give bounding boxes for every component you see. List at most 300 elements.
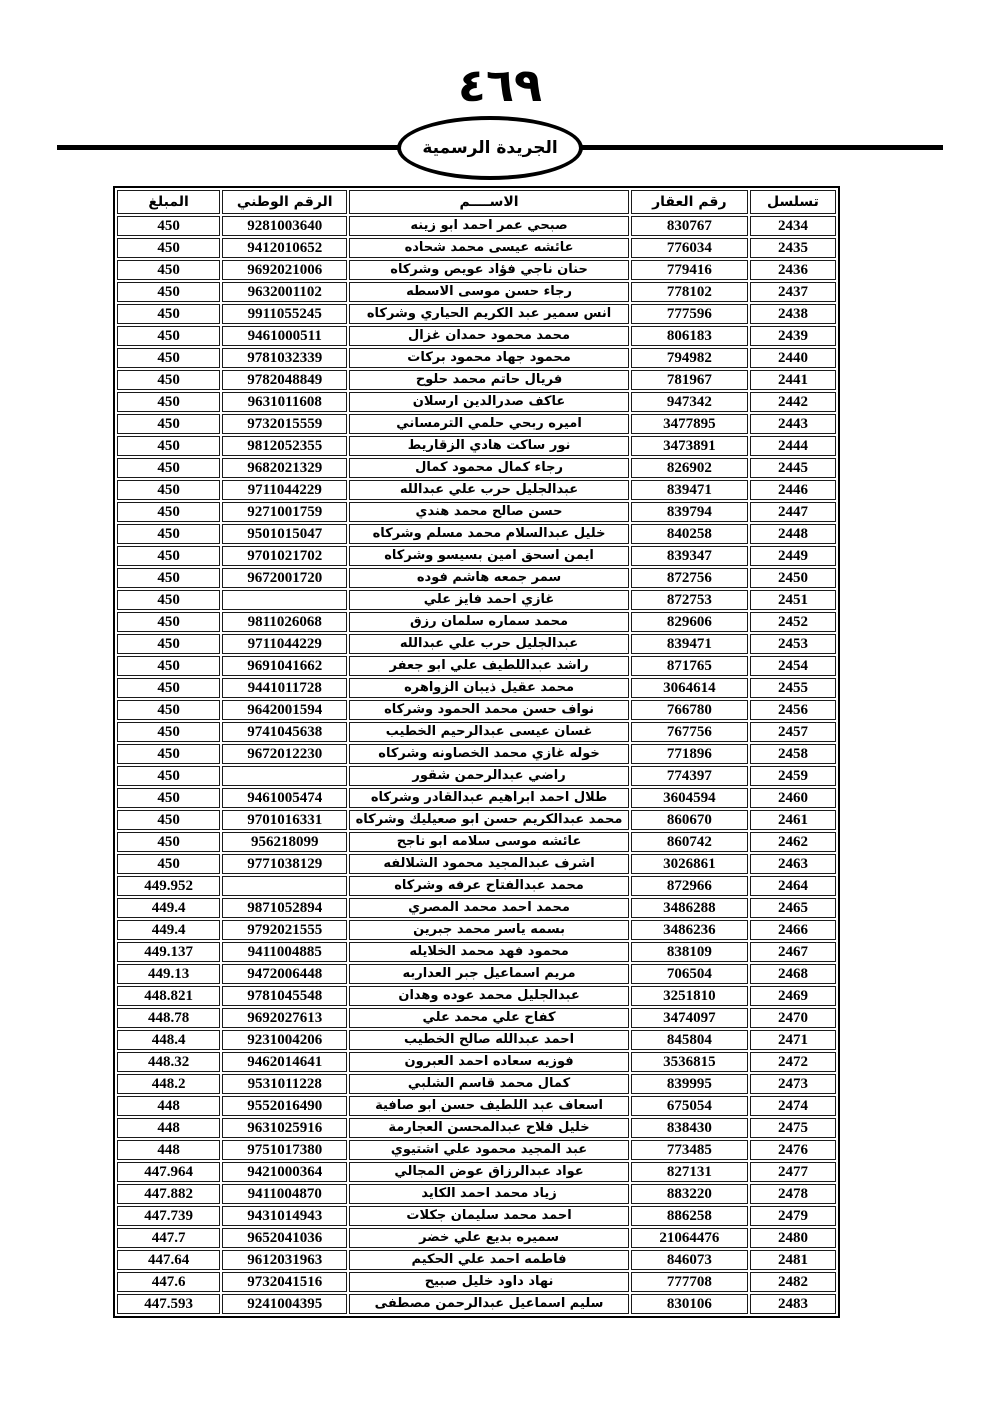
cell-property-number: 777708 — [631, 1272, 748, 1292]
cell-amount: 448.4 — [117, 1030, 220, 1050]
cell-national-number: 9771038129 — [222, 854, 347, 874]
cell-national-number: 9501015047 — [222, 524, 347, 544]
cell-serial: 2459 — [750, 766, 836, 786]
table-row — [117, 392, 836, 412]
cell-property-number: 794982 — [631, 348, 748, 368]
cell-serial: 2450 — [750, 568, 836, 588]
cell-name: كمال محمد قاسم الشلبي — [349, 1074, 628, 1094]
cell-national-number: 9701016331 — [222, 810, 347, 830]
cell-amount: 448.2 — [117, 1074, 220, 1094]
cell-national-number: 9472006448 — [222, 964, 347, 984]
cell-property-number: 21064476 — [631, 1228, 748, 1248]
header-national-number: الرقم الوطني — [222, 190, 347, 214]
cell-serial: 2470 — [750, 1008, 836, 1028]
cell-national-number: 9691041662 — [222, 656, 347, 676]
cell-property-number: 3473891 — [631, 436, 748, 456]
cell-national-number: 9811026068 — [222, 612, 347, 632]
table-row — [117, 942, 836, 962]
table-header-row — [117, 190, 836, 214]
cell-serial: 2464 — [750, 876, 836, 896]
cell-serial: 2439 — [750, 326, 836, 346]
table-row — [117, 1294, 836, 1314]
table-row — [117, 216, 836, 236]
cell-serial: 2472 — [750, 1052, 836, 1072]
cell-national-number: 9461005474 — [222, 788, 347, 808]
cell-national-number: 9781045548 — [222, 986, 347, 1006]
cell-serial: 2458 — [750, 744, 836, 764]
cell-property-number: 766780 — [631, 700, 748, 720]
cell-property-number: 839471 — [631, 480, 748, 500]
cell-national-number: 9701021702 — [222, 546, 347, 566]
cell-serial: 2444 — [750, 436, 836, 456]
cell-serial: 2481 — [750, 1250, 836, 1270]
cell-property-number: 871765 — [631, 656, 748, 676]
cell-national-number: 9421000364 — [222, 1162, 347, 1182]
cell-serial: 2434 — [750, 216, 836, 236]
cell-name: غسان عيسى عبدالرحيم الخطيب — [349, 722, 628, 742]
cell-serial: 2455 — [750, 678, 836, 698]
cell-name: طلال احمد ابراهيم عبدالقادر وشركاه — [349, 788, 628, 808]
cell-amount: 447.64 — [117, 1250, 220, 1270]
cell-name: راشد عبداللطيف علي ابو جعفر — [349, 656, 628, 676]
cell-name: فريال حاتم محمد حلوح — [349, 370, 628, 390]
cell-serial: 2469 — [750, 986, 836, 1006]
cell-name: اسعاف عبد اللطيف حسن ابو صافية — [349, 1096, 628, 1116]
cell-serial: 2440 — [750, 348, 836, 368]
cell-property-number: 773485 — [631, 1140, 748, 1160]
cell-property-number: 706504 — [631, 964, 748, 984]
cell-property-number: 776034 — [631, 238, 748, 258]
table-row — [117, 810, 836, 830]
table-row — [117, 414, 836, 434]
cell-amount: 449.4 — [117, 898, 220, 918]
cell-name: عائشه عيسى محمد شحاده — [349, 238, 628, 258]
cell-amount: 450 — [117, 216, 220, 236]
table-row — [117, 1250, 836, 1270]
cell-property-number: 3251810 — [631, 986, 748, 1006]
cell-property-number: 830106 — [631, 1294, 748, 1314]
cell-name: اشرف عبدالمجيد محمود الشلالفه — [349, 854, 628, 874]
table-row — [117, 568, 836, 588]
cell-amount: 448.32 — [117, 1052, 220, 1072]
cell-property-number: 872756 — [631, 568, 748, 588]
table-row — [117, 1162, 836, 1182]
cell-amount: 450 — [117, 722, 220, 742]
cell-national-number: 9241004395 — [222, 1294, 347, 1314]
table-row — [117, 524, 836, 544]
table-row — [117, 590, 836, 610]
cell-property-number: 839794 — [631, 502, 748, 522]
cell-property-number: 872966 — [631, 876, 748, 896]
table-row — [117, 678, 836, 698]
cell-amount: 447.6 — [117, 1272, 220, 1292]
page-number: ٤٦٩ — [457, 58, 543, 112]
cell-amount: 450 — [117, 304, 220, 324]
cell-serial: 2473 — [750, 1074, 836, 1094]
table-body — [117, 216, 836, 1314]
cell-property-number: 830767 — [631, 216, 748, 236]
cell-name: صبحي عمر احمد ابو زينه — [349, 216, 628, 236]
cell-amount: 450 — [117, 700, 220, 720]
cell-national-number: 9741045638 — [222, 722, 347, 742]
cell-name: نهاد داود خليل صبيح — [349, 1272, 628, 1292]
cell-property-number: 3486236 — [631, 920, 748, 940]
cell-name: انس سمير عبد الكريم الحياري وشركاه — [349, 304, 628, 324]
cell-serial: 2478 — [750, 1184, 836, 1204]
cell-amount: 447.7 — [117, 1228, 220, 1248]
header-name: الاســــم — [349, 190, 628, 214]
cell-name: محمد محمود حمدان غزال — [349, 326, 628, 346]
cell-amount: 450 — [117, 788, 220, 808]
cell-national-number: 9782048849 — [222, 370, 347, 390]
cell-amount: 450 — [117, 524, 220, 544]
cell-serial: 2474 — [750, 1096, 836, 1116]
cell-amount: 450 — [117, 436, 220, 456]
cell-amount: 450 — [117, 744, 220, 764]
cell-property-number: 839471 — [631, 634, 748, 654]
cell-national-number: 9281003640 — [222, 216, 347, 236]
cell-name: رجاء حسن موسى الاسطه — [349, 282, 628, 302]
cell-property-number: 675054 — [631, 1096, 748, 1116]
cell-name: محمود جهاد محمود بركات — [349, 348, 628, 368]
cell-amount: 450 — [117, 854, 220, 874]
cell-national-number: 9431014943 — [222, 1206, 347, 1226]
cell-name: اميره ربحي حلمي الترمساني — [349, 414, 628, 434]
table-row — [117, 436, 836, 456]
cell-property-number: 883220 — [631, 1184, 748, 1204]
table-row — [117, 1184, 836, 1204]
cell-amount: 449.137 — [117, 942, 220, 962]
table-row — [117, 502, 836, 522]
cell-national-number: 9871052894 — [222, 898, 347, 918]
cell-national-number: 9692027613 — [222, 1008, 347, 1028]
table-row — [117, 744, 836, 764]
cell-amount: 450 — [117, 370, 220, 390]
cell-serial: 2475 — [750, 1118, 836, 1138]
cell-name: مريم اسماعيل جبر العداربه — [349, 964, 628, 984]
cell-serial: 2457 — [750, 722, 836, 742]
cell-serial: 2456 — [750, 700, 836, 720]
cell-serial: 2438 — [750, 304, 836, 324]
table-row — [117, 326, 836, 346]
cell-national-number: 9461000511 — [222, 326, 347, 346]
cell-name: نواف حسن محمد الحمود وشركاه — [349, 700, 628, 720]
cell-property-number: 3604594 — [631, 788, 748, 808]
table-row — [117, 876, 836, 896]
cell-serial: 2465 — [750, 898, 836, 918]
cell-national-number: 9631011608 — [222, 392, 347, 412]
cell-national-number: 9812052355 — [222, 436, 347, 456]
cell-name: محمد سماره سلمان رزق — [349, 612, 628, 632]
cell-national-number: 9462014641 — [222, 1052, 347, 1072]
cell-amount: 448.78 — [117, 1008, 220, 1028]
cell-property-number: 771896 — [631, 744, 748, 764]
cell-national-number: 9682021329 — [222, 458, 347, 478]
table-row — [117, 458, 836, 478]
header-serial: تسلسل — [750, 190, 836, 214]
cell-amount: 449.4 — [117, 920, 220, 940]
cell-national-number: 9231004206 — [222, 1030, 347, 1050]
cell-serial: 2437 — [750, 282, 836, 302]
cell-national-number: 9792021555 — [222, 920, 347, 940]
cell-serial: 2446 — [750, 480, 836, 500]
cell-property-number: 860742 — [631, 832, 748, 852]
cell-name: فاطمه احمد علي الحكيم — [349, 1250, 628, 1270]
cell-serial: 2442 — [750, 392, 836, 412]
cell-amount: 450 — [117, 590, 220, 610]
cell-property-number: 839347 — [631, 546, 748, 566]
cell-national-number: 9531011228 — [222, 1074, 347, 1094]
table-row — [117, 986, 836, 1006]
cell-national-number: 9732041516 — [222, 1272, 347, 1292]
banner-title: الجريدة الرسمية — [422, 138, 558, 158]
cell-property-number: 846073 — [631, 1250, 748, 1270]
cell-name: خليل عبدالسلام محمد مسلم وشركاه — [349, 524, 628, 544]
cell-serial: 2483 — [750, 1294, 836, 1314]
cell-name: عبدالجليل حرب علي عبدالله — [349, 634, 628, 654]
table-row — [117, 546, 836, 566]
cell-national-number: 9411004870 — [222, 1184, 347, 1204]
table-row — [117, 1074, 836, 1094]
table-row — [117, 238, 836, 258]
cell-national-number: 9781032339 — [222, 348, 347, 368]
cell-serial: 2435 — [750, 238, 836, 258]
cell-national-number — [222, 590, 347, 610]
cell-name: سميره بديع علي خضر — [349, 1228, 628, 1248]
cell-amount: 450 — [117, 634, 220, 654]
cell-serial: 2460 — [750, 788, 836, 808]
cell-name: احمد محمد سليمان جكلات — [349, 1206, 628, 1226]
cell-serial: 2447 — [750, 502, 836, 522]
cell-national-number: 9751017380 — [222, 1140, 347, 1160]
cell-amount: 450 — [117, 260, 220, 280]
table-row — [117, 282, 836, 302]
cell-property-number: 778102 — [631, 282, 748, 302]
cell-national-number — [222, 876, 347, 896]
cell-national-number: 9672012230 — [222, 744, 347, 764]
cell-amount: 450 — [117, 282, 220, 302]
header-amount: المبلغ — [117, 190, 220, 214]
table-row — [117, 1008, 836, 1028]
cell-amount: 450 — [117, 612, 220, 632]
cell-national-number: 9632001102 — [222, 282, 347, 302]
cell-property-number: 3026861 — [631, 854, 748, 874]
cell-national-number — [222, 766, 347, 786]
cell-national-number: 956218099 — [222, 832, 347, 852]
cell-name: زياد محمد احمد الكايد — [349, 1184, 628, 1204]
banner-ellipse — [397, 116, 583, 180]
cell-national-number: 9692021006 — [222, 260, 347, 280]
cell-name: سمر جمعه هاشم فوده — [349, 568, 628, 588]
cell-serial: 2480 — [750, 1228, 836, 1248]
cell-amount: 450 — [117, 568, 220, 588]
cell-property-number: 3474097 — [631, 1008, 748, 1028]
cell-name: عاكف صدرالدين ارسلان — [349, 392, 628, 412]
cell-name: نور ساكت هادي الزقاريط — [349, 436, 628, 456]
cell-name: محمد عقيل ذيبان الزواهره — [349, 678, 628, 698]
cell-property-number: 3486288 — [631, 898, 748, 918]
records-table — [113, 186, 840, 1318]
cell-national-number: 9271001759 — [222, 502, 347, 522]
table-row — [117, 1118, 836, 1138]
table-row — [117, 304, 836, 324]
table-row — [117, 348, 836, 368]
table-row — [117, 634, 836, 654]
cell-serial: 2443 — [750, 414, 836, 434]
cell-serial: 2479 — [750, 1206, 836, 1226]
cell-serial: 2454 — [750, 656, 836, 676]
cell-amount: 450 — [117, 458, 220, 478]
cell-national-number: 9441011728 — [222, 678, 347, 698]
cell-property-number: 827131 — [631, 1162, 748, 1182]
cell-national-number: 9711044229 — [222, 480, 347, 500]
table-row — [117, 766, 836, 786]
cell-serial: 2466 — [750, 920, 836, 940]
cell-serial: 2451 — [750, 590, 836, 610]
cell-name: سليم اسماعيل عبدالرحمن مصطفى — [349, 1294, 628, 1314]
cell-property-number: 3064614 — [631, 678, 748, 698]
cell-amount: 449.13 — [117, 964, 220, 984]
cell-national-number: 9412010652 — [222, 238, 347, 258]
cell-serial: 2468 — [750, 964, 836, 984]
cell-name: محمد عبدالفتاح عرفه وشركاه — [349, 876, 628, 896]
cell-amount: 450 — [117, 348, 220, 368]
table-row — [117, 832, 836, 852]
cell-property-number: 829606 — [631, 612, 748, 632]
cell-amount: 450 — [117, 832, 220, 852]
cell-name: راضي عبدالرحمن شقور — [349, 766, 628, 786]
cell-amount: 448 — [117, 1140, 220, 1160]
cell-national-number: 9672001720 — [222, 568, 347, 588]
cell-serial: 2448 — [750, 524, 836, 544]
table-header — [117, 190, 836, 214]
cell-serial: 2453 — [750, 634, 836, 654]
table-row — [117, 964, 836, 984]
cell-name: عبدالجليل حرب علي عبدالله — [349, 480, 628, 500]
cell-amount: 448 — [117, 1118, 220, 1138]
cell-name: عبد المجيد محمود علي اشتيوي — [349, 1140, 628, 1160]
table-row — [117, 1096, 836, 1116]
cell-name: حنان ناجي فؤاد عويص وشركاه — [349, 260, 628, 280]
cell-national-number: 9552016490 — [222, 1096, 347, 1116]
cell-amount: 450 — [117, 810, 220, 830]
table-row — [117, 722, 836, 742]
cell-name: محمد احمد محمد المصري — [349, 898, 628, 918]
cell-name: عبدالجليل محمد عوده وهدان — [349, 986, 628, 1006]
cell-national-number: 9411004885 — [222, 942, 347, 962]
cell-name: خليل فلاح عبدالمحسن العجارمة — [349, 1118, 628, 1138]
header-property-number: رقم العقار — [631, 190, 748, 214]
table-row — [117, 788, 836, 808]
cell-amount: 450 — [117, 656, 220, 676]
cell-name: رجاء كمال محمود كمال — [349, 458, 628, 478]
table-row — [117, 370, 836, 390]
cell-national-number: 9612031963 — [222, 1250, 347, 1270]
table-row — [117, 1052, 836, 1072]
cell-property-number: 839995 — [631, 1074, 748, 1094]
cell-name: عائشه موسى سلامه ابو ناجح — [349, 832, 628, 852]
cell-serial: 2476 — [750, 1140, 836, 1160]
table-row — [117, 260, 836, 280]
table-row — [117, 700, 836, 720]
cell-amount: 448 — [117, 1096, 220, 1116]
cell-name: عواد عبدالرزاق عوض المجالي — [349, 1162, 628, 1182]
cell-amount: 450 — [117, 678, 220, 698]
table-row — [117, 1272, 836, 1292]
cell-national-number: 9652041036 — [222, 1228, 347, 1248]
cell-amount: 450 — [117, 502, 220, 522]
cell-amount: 450 — [117, 414, 220, 434]
cell-serial: 2461 — [750, 810, 836, 830]
cell-property-number: 947342 — [631, 392, 748, 412]
table-row — [117, 1228, 836, 1248]
cell-name: فوزيه سعاده احمد العبرون — [349, 1052, 628, 1072]
cell-amount: 447.739 — [117, 1206, 220, 1226]
table-row — [117, 898, 836, 918]
cell-name: احمد عبدالله صالح الخطيب — [349, 1030, 628, 1050]
cell-serial: 2463 — [750, 854, 836, 874]
cell-serial: 2467 — [750, 942, 836, 962]
cell-amount: 450 — [117, 392, 220, 412]
cell-name: حسن صالح محمد هندي — [349, 502, 628, 522]
cell-national-number: 9631025916 — [222, 1118, 347, 1138]
cell-national-number: 9732015559 — [222, 414, 347, 434]
cell-property-number: 774397 — [631, 766, 748, 786]
table-row — [117, 1140, 836, 1160]
cell-property-number: 840258 — [631, 524, 748, 544]
table-row — [117, 854, 836, 874]
cell-national-number: 9911055245 — [222, 304, 347, 324]
cell-amount: 448.821 — [117, 986, 220, 1006]
table-row — [117, 656, 836, 676]
cell-serial: 2441 — [750, 370, 836, 390]
table-row — [117, 1030, 836, 1050]
cell-serial: 2477 — [750, 1162, 836, 1182]
table-row — [117, 480, 836, 500]
cell-national-number: 9711044229 — [222, 634, 347, 654]
cell-amount: 449.952 — [117, 876, 220, 896]
cell-serial: 2482 — [750, 1272, 836, 1292]
cell-property-number: 872753 — [631, 590, 748, 610]
cell-amount: 450 — [117, 546, 220, 566]
cell-property-number: 3536815 — [631, 1052, 748, 1072]
cell-property-number: 3477895 — [631, 414, 748, 434]
cell-name: خوله غازي محمد الخصاونه وشركاه — [349, 744, 628, 764]
cell-amount: 450 — [117, 480, 220, 500]
cell-property-number: 838430 — [631, 1118, 748, 1138]
cell-amount: 447.593 — [117, 1294, 220, 1314]
cell-property-number: 845804 — [631, 1030, 748, 1050]
cell-name: غازي احمد فايز علي — [349, 590, 628, 610]
cell-serial: 2445 — [750, 458, 836, 478]
cell-amount: 447.964 — [117, 1162, 220, 1182]
table-row — [117, 612, 836, 632]
cell-name: محمود فهد محمد الخلايله — [349, 942, 628, 962]
cell-serial: 2462 — [750, 832, 836, 852]
cell-property-number: 806183 — [631, 326, 748, 346]
cell-property-number: 886258 — [631, 1206, 748, 1226]
cell-amount: 450 — [117, 326, 220, 346]
cell-name: ايمن اسحق امين بسيسو وشركاه — [349, 546, 628, 566]
cell-property-number: 767756 — [631, 722, 748, 742]
cell-property-number: 781967 — [631, 370, 748, 390]
cell-serial: 2471 — [750, 1030, 836, 1050]
cell-name: محمد عبدالكريم حسن ابو صعيليك وشركاه — [349, 810, 628, 830]
cell-serial: 2436 — [750, 260, 836, 280]
cell-serial: 2452 — [750, 612, 836, 632]
cell-name: بسمه ياسر محمد جبرين — [349, 920, 628, 940]
cell-national-number: 9642001594 — [222, 700, 347, 720]
